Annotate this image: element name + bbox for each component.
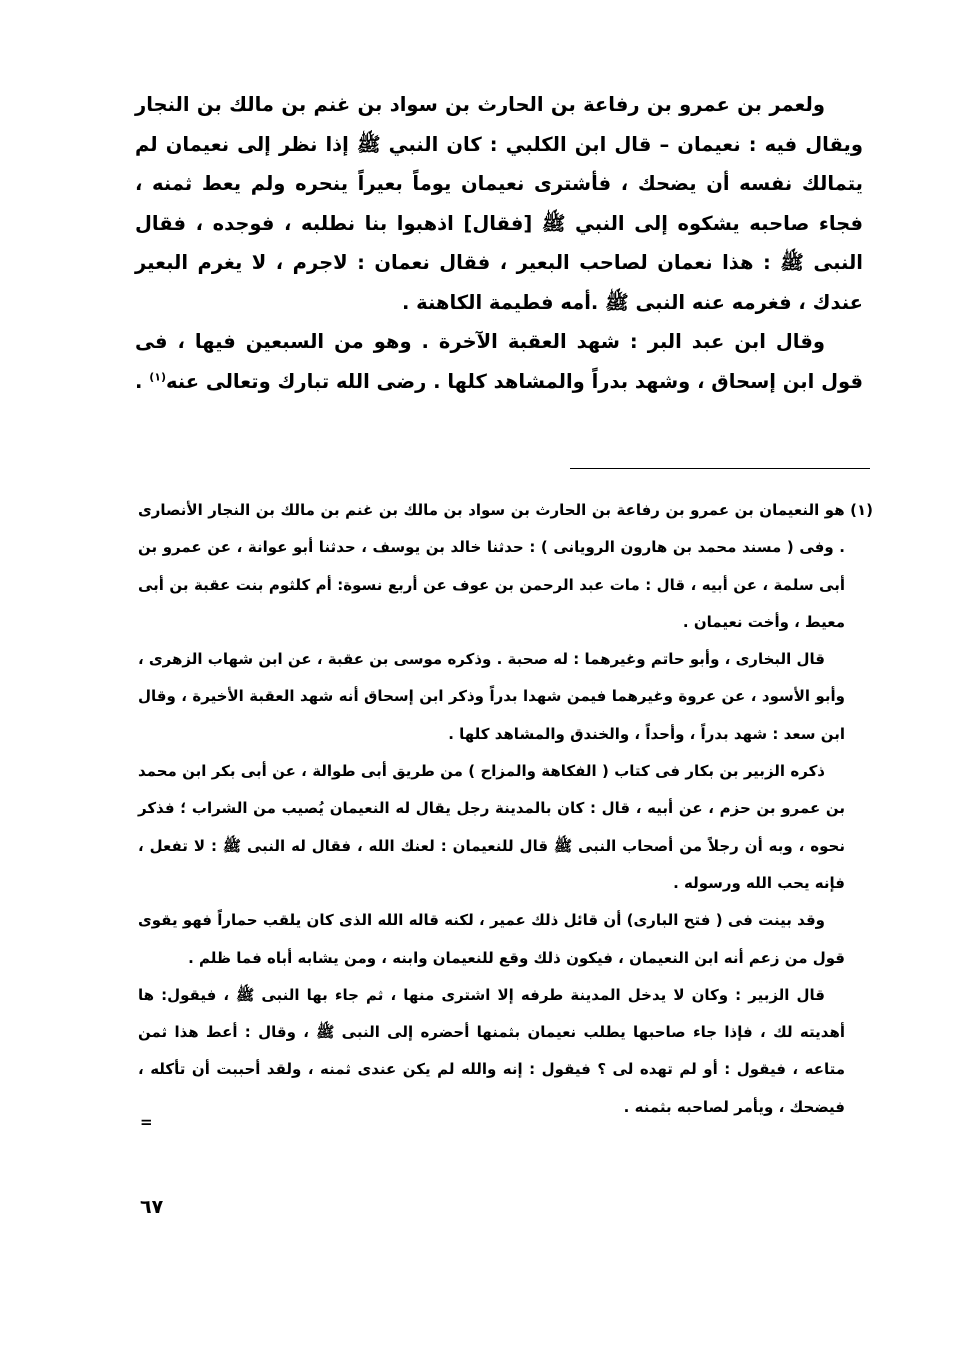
footnote-paragraph-2: قال البخارى ، وأبو حاتم وغيرهما : له صحبة . وذكره موسى بن عقبة ، عن ابن شهاب الزهرى ، وأبو الأسود ، عن عروة وغيرهما فيمن شهدا بدراً وذكر ابن إسحاق أنه شهد العقبة الأخيرة ، وقال ابن سعد : شهد بدراً ، وأحداً ، والخندق والمشاهد كلها . [138, 650, 845, 743]
footnote-1: (١) هو النعيمان بن عمرو بن رفاعة بن الحارث بن سواد بن مالك بن غنم بن مالك بن النجار الأنصارى . وفى ( مسند محمد بن هارون الرويانى ) : حدثنا خالد بن يوسف ، حدثنا أبو عوانة ، عن عمرو بن أبى سلمة ، عن أبيه ، قال : مات عبد الرحمن بن عوف عن أربع نسوة: أم كلثوم بنت عقبة بن أبى معيط ، وأخت نعيمان . [138, 501, 873, 631]
main-paragraph-2 [135, 322, 863, 401]
continuation-mark: = [140, 1113, 153, 1131]
footnote-paragraph-3: ذكره الزبير بن بكار فى كتاب ( الفكاهة والمزاح ) من طريق أبى طوالة ، عن أبى بكر ابن محمد بن عمرو بن حزم ، عن أبيه ، قال : كان بالمدينة رجل يقال له النعيمان يُصيب من الشراب ؛ فذكر نحوه ، وبه أن رجلاً من أصحاب النبى ﷺ قال للنعيمان : لعنك الله ، فقال له النبى ﷺ : لا تفعل ، فإنه يحب الله ورسوله . [138, 762, 845, 892]
footnote-marker: (١) [149, 370, 166, 383]
main-paragraph-2-end: . [135, 369, 150, 393]
footnote-paragraph-4: وقد بينت فى ( فتح البارى) أن قائل ذلك عمير ، لكنه قاله الله الذى كان يلقب حماراً فهو يقوى قول من زعم أنه ابن النعيمان ، فيكون ذلك وقع للنعيمان وابنه ، ومن يشابه أباه فما ظلم . [138, 911, 845, 967]
main-paragraph-1: ولعمر بن عمرو بن رفاعة بن الحارث بن سواد بن غنم بن مالك بن النجار ويقال فيه : نعيمان – قال ابن الكلبي : كان النبي ﷺ إذا نظر إلى نعيمان لم يتمالك نفسه أن يضحك ، فأشترى نعيمان يوماً بعيراً ينحره ولم يعط ثمنه ، فجاء صاحبه يشكوه إلى النبي ﷺ [فقال] اذهبوا بنا نطلبه ، فوجده ، فقال النبى ﷺ : هذا نعمان لصاحب البعير ، فقال نعمان : لاجرم ، لا يغرم البعير عندك ، فغرمه عنه النبى ﷺ .أمه فطيمة الكاهنة . [135, 93, 863, 314]
footnote-paragraph-5: قال الزبير : وكان لا يدخل المدينة طرفه إلا اشترى منها ، ثم جاء بها النبى ﷺ ، فيقول: ها أهديته لك ، فإذا جاء صاحبها يطلب نعيمان بثمنها أحضره إلى النبى ﷺ ، وقال : أعط هذا ثمن متاعه ، فيقول : أو لم تهده لى ؟ فيقول : إنه والله لم يكن عندى ثمنه ، ولقد أحببت أن تأكله ، فيضحك ، ويأمر لصاحبه بثمنه . [138, 985, 845, 1116]
main-paragraph-2-text: وقال ابن عبد البر : شهد العقبة الآخرة . وهو من السبعين فيها ، فى قول ابن إسحاق ، وشهد بدراً والمشاهد كلها . رضى الله تبارك وتعالى عنه [135, 330, 863, 393]
page-number: ٦٧ [140, 1196, 164, 1218]
footnote-separator [570, 468, 870, 469]
main-text [135, 85, 863, 401]
footnotes [138, 492, 873, 1126]
